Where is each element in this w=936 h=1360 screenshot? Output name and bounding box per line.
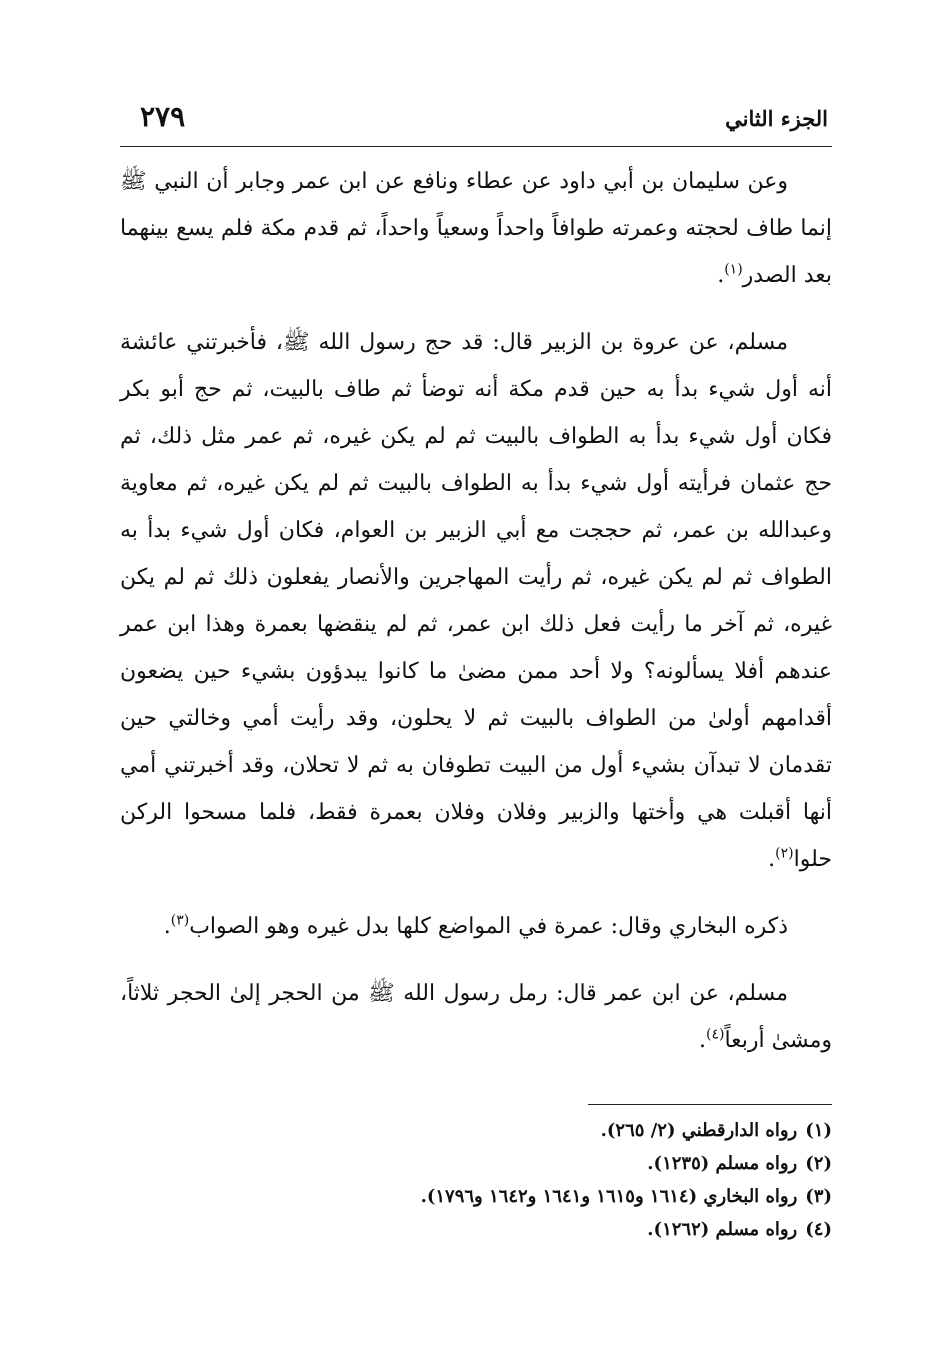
paragraph: [120, 970, 832, 1064]
paragraph-text: مسلم، عن عروة بن الزبير قال: قد حج رسول الله ﷺ، فأخبرتني عائشة أنه أول شيء بدأ به حين قدم مكة أنه توضأ ثم طاف بالبيت، ثم حج أبو بكر فكان أول شيء بدأ به الطواف بالبيت ثم لم يكن غيره، ثم عمر مثل ذلك، ثم حج عثمان فرأيته أول شيء بدأ به الطواف بالبيت ثم لم يكن غيره، ثم معاوية وعبدالله بن عمر، ثم حججت مع أبي الزبير بن العوام، فكان أول شيء بدأ به الطواف ثم لم يكن غيره، ثم رأيت المهاجرين والأنصار يفعلون ذلك ثم لم يكن غيره، ثم آخر ما رأيت فعل ذلك ابن عمر، ثم لم ينقضها بعمرة وهذا ابن عمر عندهم أفلا يسألونه؟ ولا أحد ممن مضىٰ ما كانوا يبدؤون بشيء حين يضعون أقدامهم أولىٰ من الطواف بالبيت ثم لا يحلون، وقد رأيت أمي وخالتي حين تقدمان لا تبدآن بشيء أول من البيت تطوفان به ثم لا تحلان، وقد أخبرتني أمي أنها أقبلت هي وأختها والزبير وفلان وفلان بعمرة فقط، فلما مسحوا الركن حلوا: [120, 330, 832, 872]
paragraph: [120, 903, 832, 950]
footnotes: [120, 1114, 832, 1246]
page-number: ٢٧٩: [140, 100, 186, 133]
footnote-reference[interactable]: (١): [724, 261, 743, 278]
paragraph-end: .: [768, 847, 776, 872]
footnote-number: (١): [805, 1120, 832, 1141]
footnote-text: رواه مسلم (١٢٣٥).: [647, 1153, 798, 1174]
footnote-text: رواه البخاري (١٦١٤ و١٦١٥ و١٦٤١ و١٦٤٢ و١٧٩٦).: [420, 1186, 798, 1207]
main-text: [120, 158, 832, 1084]
paragraph-text: وعن سليمان بن أبي داود عن عطاء ونافع عن ابن عمر وجابر أن النبي ﷺ إنما طاف لحجته وعمرته طوافاً واحداً وسعياً واحداً، ثم قدم مكة فلم يسع بينهما بعد الصدر: [120, 169, 832, 288]
footnote-text: رواه مسلم (١٢٦٢).: [647, 1219, 798, 1240]
footnote-reference[interactable]: (٣): [170, 912, 190, 929]
footnote-number: (٢): [805, 1153, 832, 1174]
paragraph: [120, 158, 832, 299]
header-divider: [120, 146, 832, 147]
footnote-text: رواه الدارقطني (٢/ ٢٦٥).: [600, 1120, 798, 1141]
page-header: [120, 100, 832, 148]
footnote-reference[interactable]: (٤): [705, 1026, 725, 1043]
paragraph-end: .: [698, 1028, 706, 1053]
footnote-number: (٣): [805, 1186, 832, 1207]
footnote-reference[interactable]: (٢): [775, 845, 794, 862]
footnote: [120, 1114, 832, 1147]
footnote: [120, 1180, 832, 1213]
footnote: [120, 1147, 832, 1180]
paragraph-text: مسلم، عن ابن عمر قال: رمل رسول الله ﷺ من الحجر إلىٰ الحجر ثلاثاً، ومشىٰ أربعاً: [120, 981, 832, 1053]
running-head: الجزء الثاني: [725, 106, 828, 131]
paragraph-end: .: [717, 263, 725, 288]
paragraph: [120, 319, 832, 883]
footnote-number: (٤): [805, 1219, 832, 1240]
footnote-divider: [588, 1104, 832, 1105]
paragraph-text: ذكره البخاري وقال: عمرة في المواضع كلها بدل غيره وهو الصواب: [189, 914, 788, 939]
footnote: [120, 1213, 832, 1246]
paragraph-end: .: [163, 914, 171, 939]
